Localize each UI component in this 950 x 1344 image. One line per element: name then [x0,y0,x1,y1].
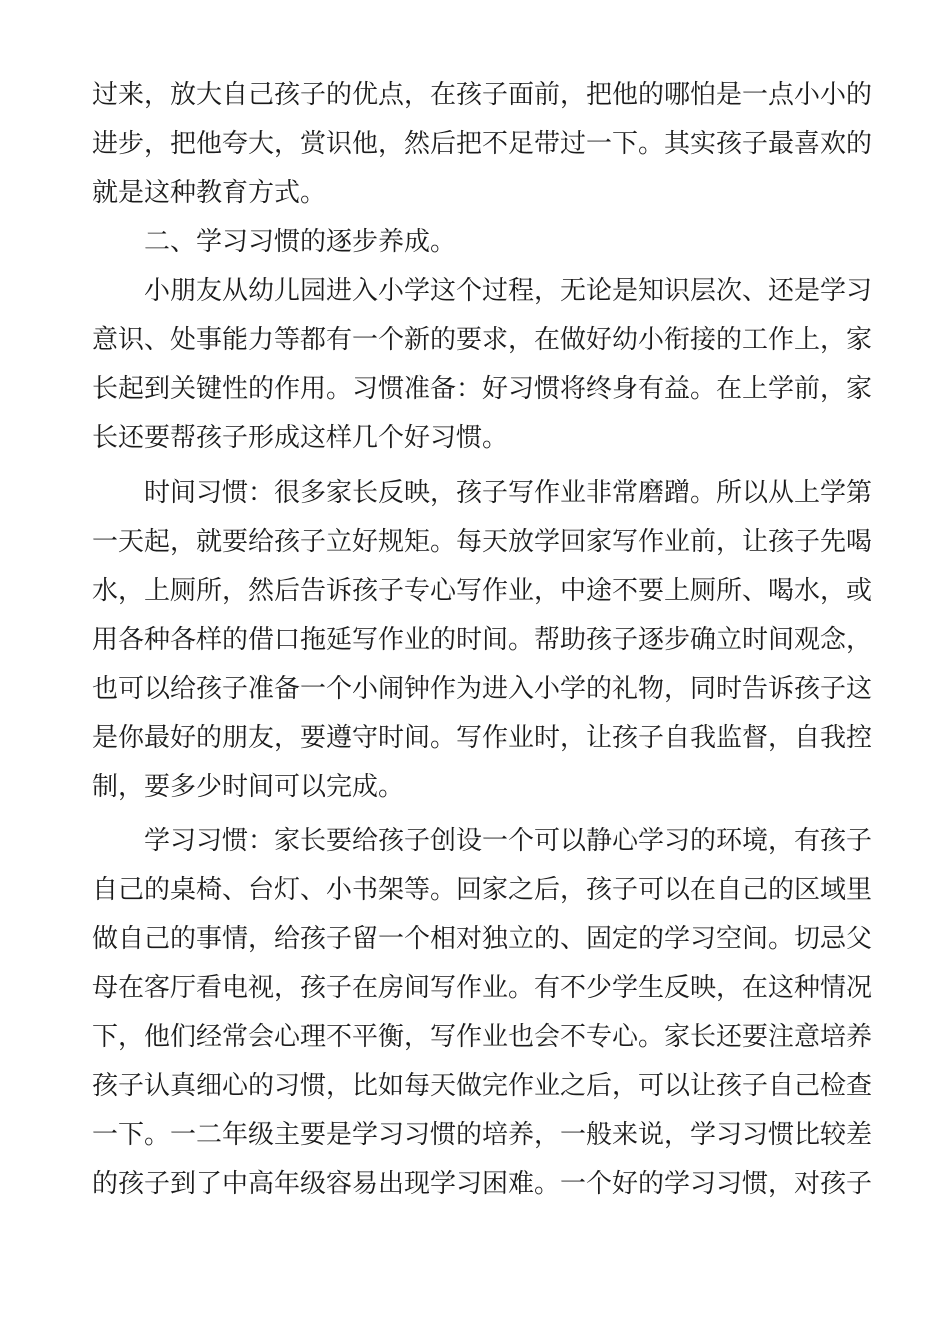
text-line: 长还要帮孩子形成这样几个好习惯。 [92,423,509,453]
text-line: 学习习惯：家长要给孩子创设一个可以静心学习的环境，有孩子 [144,826,873,856]
text-line: 用各种各样的借口拖延写作业的时间。帮助孩子逐步确立时间观念， [92,625,873,655]
text-line: 孩子认真细心的习惯，比如每天做完作业之后，可以让孩子自己检查 [92,1071,873,1101]
text-line: 是你最好的朋友，要遵守时间。写作业时，让孩子自我监督，自我控 [92,723,873,753]
text-line: 小朋友从幼儿园进入小学这个过程，无论是知识层次、还是学习 [144,276,873,306]
text-line: 母在客厅看电视，孩子在房间写作业。有不少学生反映，在这种情况 [92,973,873,1003]
text-line: 长起到关键性的作用。习惯准备：好习惯将终身有益。在上学前，家 [92,374,873,404]
text-line: 自己的桌椅、台灯、小书架等。回家之后，孩子可以在自己的区域里 [92,875,873,905]
text-line: 就是这种教育方式。 [92,178,327,208]
text-line: 一下。一二年级主要是学习习惯的培养，一般来说，学习习惯比较差 [92,1120,873,1150]
text-line: 进步，把他夸大，赏识他，然后把不足带过一下。其实孩子最喜欢的 [92,129,873,159]
section-heading: 二、学习习惯的逐步养成。 [144,227,457,257]
text-line: 做自己的事情，给孩子留一个相对独立的、固定的学习空间。切忌父 [92,924,873,954]
text-line: 时间习惯：很多家长反映，孩子写作业非常磨蹭。所以从上学第 [144,478,873,508]
text-line: 下，他们经常会心理不平衡，写作业也会不专心。家长还要注意培养 [92,1022,873,1052]
text-line: 过来，放大自己孩子的优点，在孩子面前，把他的哪怕是一点小小的 [92,80,873,110]
text-line: 也可以给孩子准备一个小闹钟作为进入小学的礼物，同时告诉孩子这 [92,674,873,704]
text-line: 一天起，就要给孩子立好规矩。每天放学回家写作业前，让孩子先喝 [92,527,873,557]
text-line: 制，要多少时间可以完成。 [92,772,405,802]
text-line: 的孩子到了中高年级容易出现学习困难。一个好的学习习惯，对孩子 [92,1169,873,1199]
text-line: 水，上厕所，然后告诉孩子专心写作业，中途不要上厕所、喝水，或 [92,576,873,606]
text-line: 意识、处事能力等都有一个新的要求，在做好幼小衔接的工作上，家 [92,325,873,355]
